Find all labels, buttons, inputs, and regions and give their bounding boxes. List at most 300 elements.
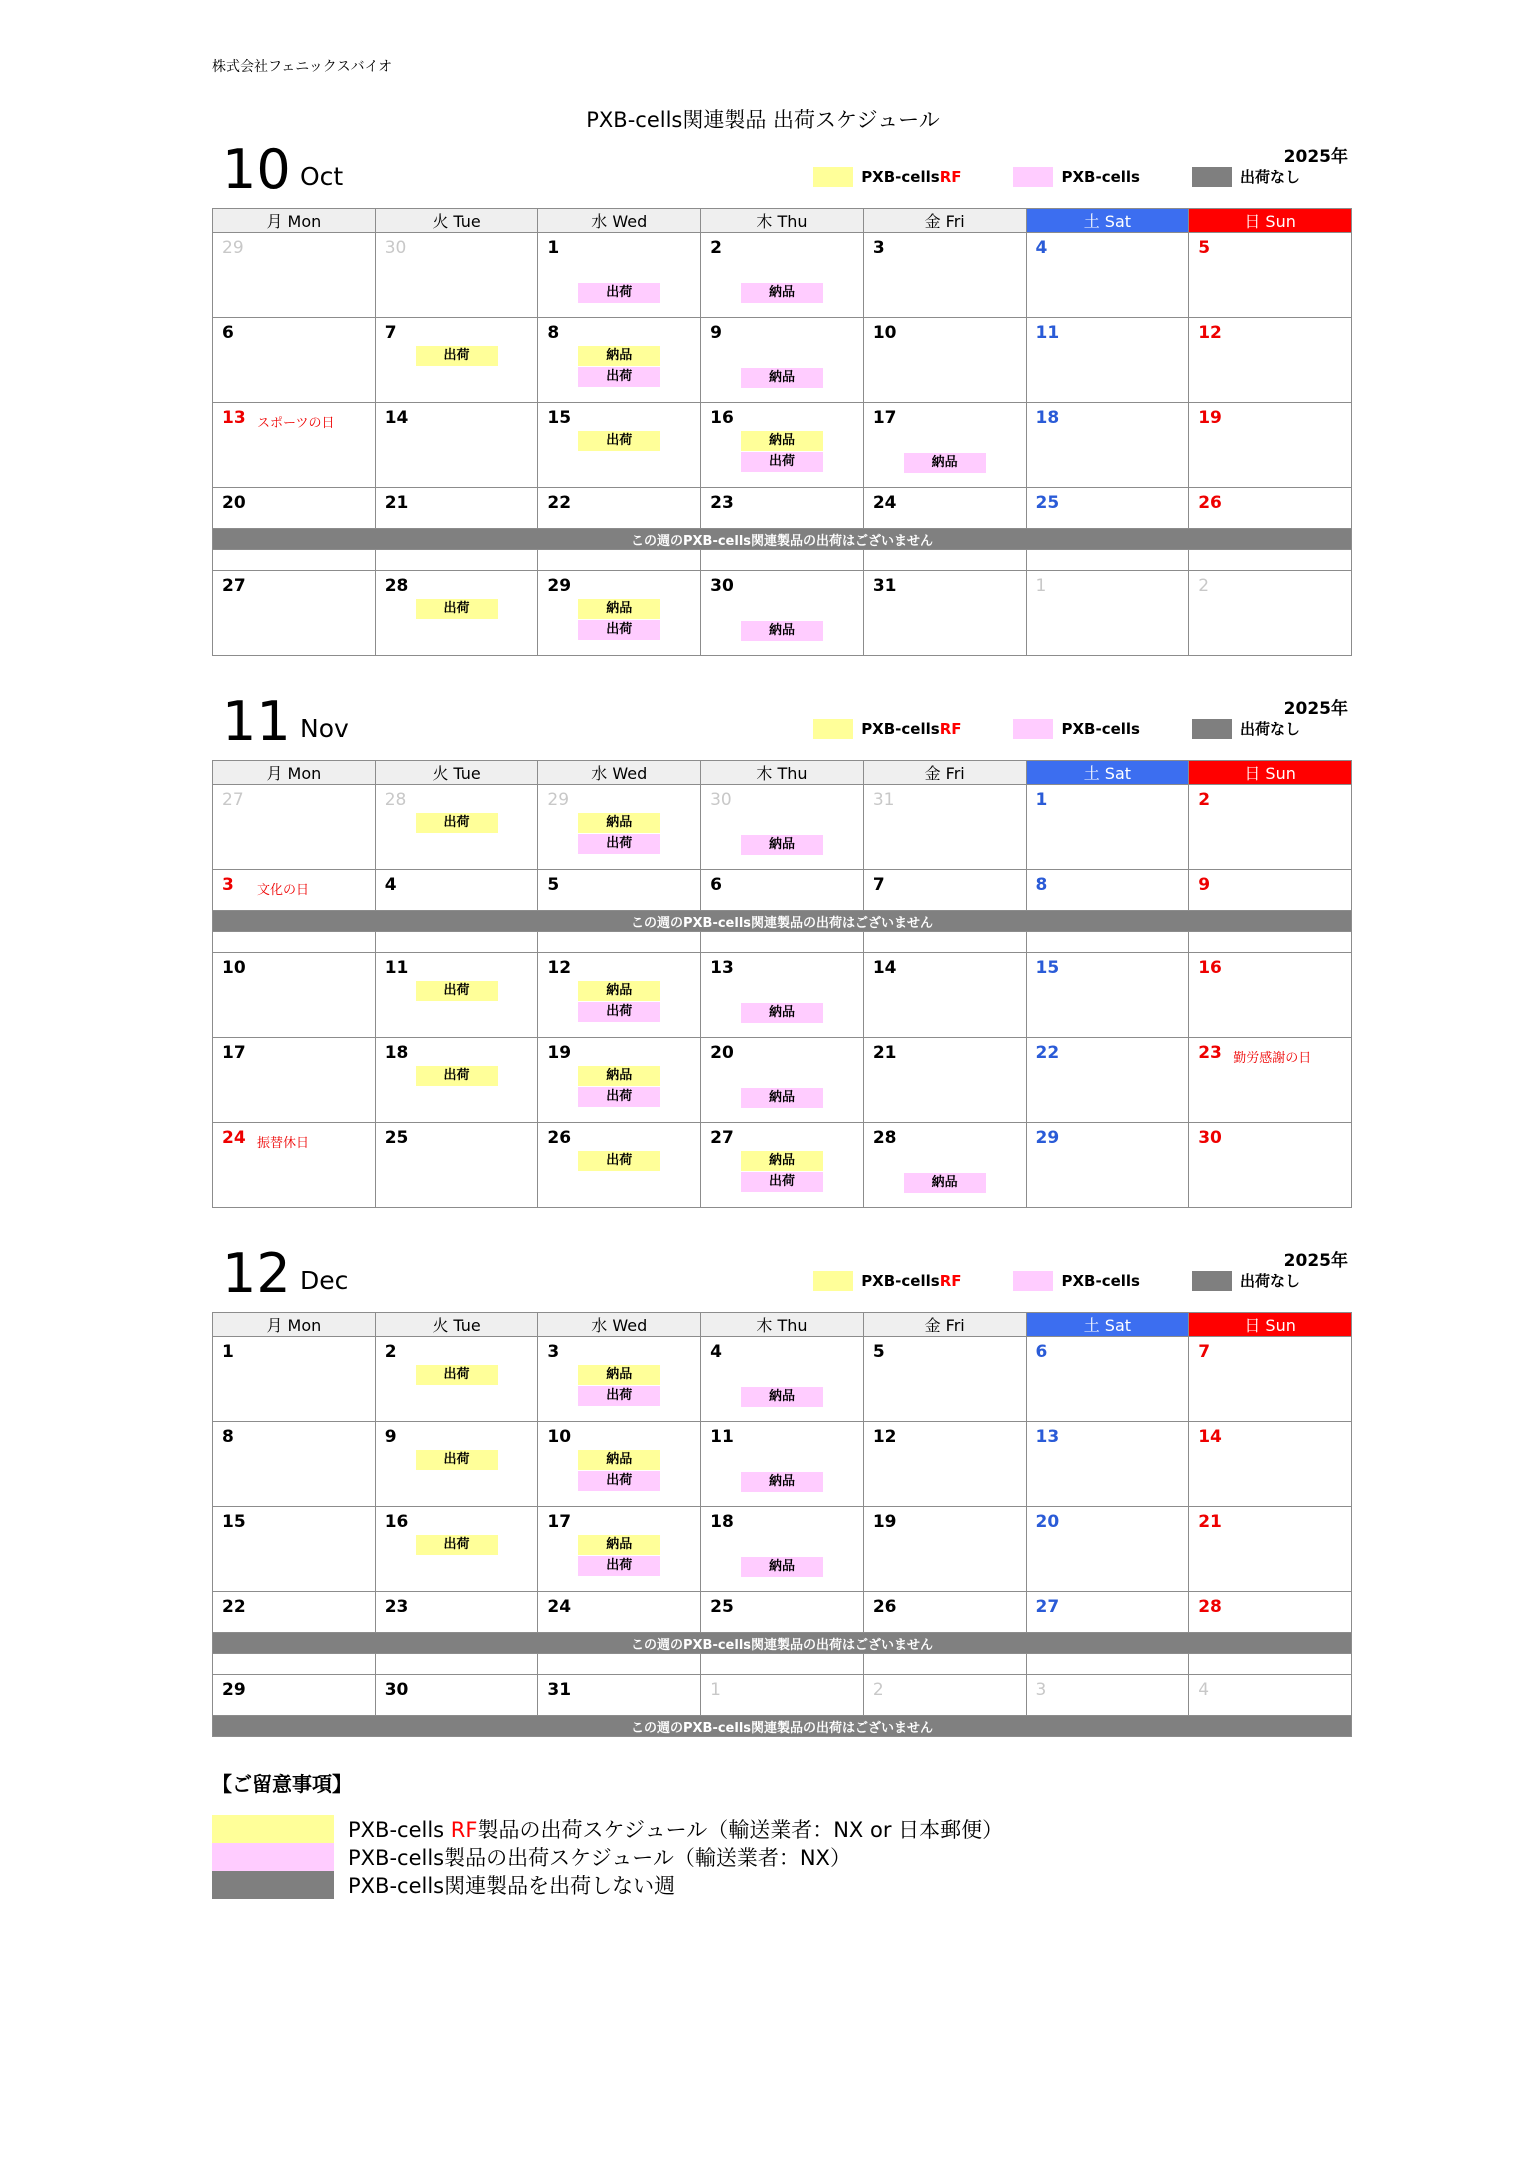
- weekday-header: 木 Thu: [701, 1313, 864, 1337]
- day-number: 15: [547, 408, 572, 428]
- month-number: 11: [222, 690, 291, 753]
- day-number: 4: [384, 875, 397, 895]
- legend-rf: [813, 1271, 961, 1291]
- weekday-header: 火 Tue: [375, 209, 538, 233]
- day-cell: [538, 1422, 701, 1507]
- day-number: 12: [547, 958, 572, 978]
- day-cell: [1026, 1337, 1189, 1422]
- weekday-header-row: [213, 209, 1352, 233]
- day-number: 21: [1198, 1512, 1222, 1532]
- weekday-header: 日 Sun: [1189, 209, 1352, 233]
- day-cell: [863, 785, 1026, 870]
- day-number: 17: [547, 1512, 572, 1532]
- weekday-header: 木 Thu: [701, 761, 864, 785]
- legend: [813, 718, 1300, 739]
- calendar-row: [213, 1592, 1352, 1633]
- rf-tag: 納品: [578, 1365, 660, 1385]
- note-pxb-swatch: [212, 1843, 334, 1871]
- no-shipment-banner: この週のPXB-cells関連製品の出荷はございません: [213, 1633, 1352, 1654]
- day-number: 22: [547, 493, 572, 513]
- day-cell: [375, 1422, 538, 1507]
- weekday-header: 日 Sun: [1189, 761, 1352, 785]
- day-number: 15: [1035, 958, 1060, 978]
- rf-tag: 納品: [578, 981, 660, 1001]
- day-cell: [863, 571, 1026, 656]
- pxb-tag: 納品: [741, 283, 823, 303]
- day-number: 19: [872, 1512, 897, 1532]
- weekday-header: 金 Fri: [863, 761, 1026, 785]
- note-rf-text-a: PXB-cells: [348, 1818, 451, 1842]
- day-number: 27: [222, 576, 246, 596]
- day-cell: [863, 233, 1026, 318]
- day-cell: [1026, 1675, 1189, 1716]
- day-cell: [1026, 1123, 1189, 1208]
- rf-tag: 出荷: [416, 346, 498, 366]
- day-cell: [538, 571, 701, 656]
- calendar-row: [213, 953, 1352, 1038]
- notes-section: [212, 1768, 1003, 1899]
- day-number: 4: [1198, 1680, 1210, 1700]
- day-cell: [375, 488, 538, 529]
- legend-rf-label: PXB-cells: [861, 167, 940, 186]
- day-cell: [213, 403, 376, 488]
- note-rf: [212, 1815, 1003, 1843]
- day-number: 1: [547, 238, 560, 258]
- legend-rf-swatch: [813, 719, 853, 739]
- tag-stack: [376, 1535, 538, 1555]
- day-cell: [1026, 233, 1189, 318]
- calendar-table: [212, 1312, 1352, 1737]
- day-cell: [538, 233, 701, 318]
- note-none: [212, 1871, 1003, 1899]
- tag-stack: [538, 1535, 700, 1576]
- weekday-header: 水 Wed: [538, 761, 701, 785]
- day-cell: [375, 1675, 538, 1716]
- spacer-cell: [701, 550, 864, 571]
- rf-tag: 出荷: [416, 1365, 498, 1385]
- day-number: 31: [872, 576, 897, 596]
- pxb-tag: 出荷: [578, 620, 660, 640]
- day-cell: [375, 785, 538, 870]
- tag-stack: [701, 1472, 863, 1492]
- day-cell: [375, 1038, 538, 1123]
- day-cell: [1189, 1507, 1352, 1592]
- calendar-row: [213, 233, 1352, 318]
- day-cell: [701, 1422, 864, 1507]
- tag-stack: [864, 453, 1026, 473]
- rf-tag: 納品: [578, 813, 660, 833]
- pxb-tag: 出荷: [578, 1471, 660, 1491]
- note-none-text: PXB-cells関連製品を出荷しない週: [348, 1874, 676, 1898]
- day-cell: [375, 233, 538, 318]
- holiday-label: スポーツの日: [257, 416, 335, 431]
- calendar-row: [213, 911, 1352, 932]
- day-cell: [1026, 488, 1189, 529]
- tag-stack: [701, 1557, 863, 1577]
- day-number: 26: [872, 1597, 897, 1617]
- calendar-row: [213, 1422, 1352, 1507]
- weekday-header: 水 Wed: [538, 209, 701, 233]
- day-cell: [701, 403, 864, 488]
- day-number: 16: [710, 408, 734, 428]
- year-label: 2025年: [1283, 1251, 1348, 1271]
- day-number: 2: [1198, 576, 1210, 596]
- day-cell: [375, 953, 538, 1038]
- legend-rf-label: PXB-cells: [861, 1271, 940, 1290]
- spacer-cell: [863, 550, 1026, 571]
- spacer-cell: [701, 1654, 864, 1675]
- legend-pxb-swatch: [1013, 719, 1053, 739]
- pxb-tag: 出荷: [578, 834, 660, 854]
- pxb-tag: 納品: [741, 1472, 823, 1492]
- tag-stack: [538, 431, 700, 451]
- day-cell: [375, 571, 538, 656]
- day-number: 17: [872, 408, 897, 428]
- day-cell: [213, 953, 376, 1038]
- spacer-cell: [1026, 550, 1189, 571]
- day-number: 1: [710, 1680, 721, 1700]
- day-number: 6: [1035, 1342, 1048, 1362]
- tag-stack: [376, 981, 538, 1001]
- pxb-tag: 出荷: [578, 1087, 660, 1107]
- day-number: 22: [1035, 1043, 1060, 1063]
- day-cell: [863, 1507, 1026, 1592]
- day-cell: [538, 870, 701, 911]
- month-name: Dec: [300, 1266, 349, 1295]
- spacer-cell: [375, 550, 538, 571]
- spacer-cell: [1026, 932, 1189, 953]
- weekday-header: 月 Mon: [213, 209, 376, 233]
- calendar-row: [213, 785, 1352, 870]
- day-cell: [213, 1507, 376, 1592]
- day-cell: [1026, 785, 1189, 870]
- rf-tag: 納品: [741, 431, 823, 451]
- day-cell: [863, 318, 1026, 403]
- legend-pxb: [1013, 1271, 1140, 1291]
- day-number: 28: [384, 576, 409, 596]
- day-number: 20: [1035, 1512, 1060, 1532]
- day-number: 30: [384, 1680, 409, 1700]
- day-number: 31: [872, 790, 895, 810]
- day-number: 12: [872, 1427, 897, 1447]
- day-cell: [538, 785, 701, 870]
- tag-stack: [376, 599, 538, 619]
- day-cell: [538, 1675, 701, 1716]
- calendar-row: [213, 1337, 1352, 1422]
- day-number: 7: [384, 323, 397, 343]
- month-name: Nov: [300, 714, 349, 743]
- day-number: 18: [1035, 408, 1060, 428]
- day-number: 29: [222, 238, 244, 258]
- day-number: 11: [384, 958, 409, 978]
- day-number: 5: [872, 1342, 885, 1362]
- day-cell: [863, 1337, 1026, 1422]
- tag-stack: [538, 1450, 700, 1491]
- calendar-row: [213, 1716, 1352, 1737]
- company-name: 株式会社フェニックスバイオ: [212, 59, 393, 75]
- day-cell: [701, 1123, 864, 1208]
- weekday-header: 月 Mon: [213, 1313, 376, 1337]
- holiday-label: 振替休日: [257, 1136, 310, 1151]
- day-cell: [375, 403, 538, 488]
- document-title: PXB-cells関連製品 出荷スケジュール: [586, 108, 940, 132]
- day-number: 13: [222, 408, 246, 428]
- day-cell: [375, 1123, 538, 1208]
- day-cell: [1189, 953, 1352, 1038]
- legend-rf-mark: RF: [939, 167, 962, 186]
- tag-stack: [701, 1003, 863, 1023]
- calendar-row: [213, 550, 1352, 571]
- calendar-row: [213, 1507, 1352, 1592]
- weekday-header: 土 Sat: [1026, 209, 1189, 233]
- day-cell: [1189, 1592, 1352, 1633]
- weekday-header: 火 Tue: [375, 1313, 538, 1337]
- month-dec: [212, 1244, 1352, 1737]
- calendar-row: [213, 1038, 1352, 1123]
- pxb-tag: 出荷: [741, 1172, 823, 1192]
- day-number: 24: [222, 1128, 246, 1148]
- rf-tag: 納品: [741, 1151, 823, 1171]
- day-cell: [375, 1507, 538, 1592]
- tag-stack: [376, 813, 538, 833]
- day-cell: [701, 1507, 864, 1592]
- day-cell: [701, 1675, 864, 1716]
- legend-none-swatch: [1192, 167, 1232, 187]
- legend-rf-mark: RF: [939, 719, 962, 738]
- day-cell: [1026, 1592, 1189, 1633]
- rf-tag: 出荷: [416, 1066, 498, 1086]
- day-number: 9: [710, 323, 722, 343]
- day-cell: [1189, 1422, 1352, 1507]
- day-cell: [1189, 403, 1352, 488]
- day-cell: [1026, 318, 1189, 403]
- day-number: 21: [872, 1043, 897, 1063]
- legend-none-label: 出荷なし: [1239, 168, 1300, 186]
- day-cell: [701, 318, 864, 403]
- day-number: 18: [710, 1512, 734, 1532]
- legend-none-swatch: [1192, 1271, 1232, 1291]
- rf-tag: 出荷: [416, 1535, 498, 1555]
- day-cell: [863, 488, 1026, 529]
- legend-none: [1192, 166, 1300, 187]
- day-number: 11: [1035, 323, 1060, 343]
- day-number: 29: [1035, 1128, 1060, 1148]
- day-number: 11: [710, 1427, 734, 1447]
- month-name: Oct: [300, 162, 344, 191]
- day-cell: [701, 571, 864, 656]
- calendar-row: [213, 1654, 1352, 1675]
- day-cell: [538, 1123, 701, 1208]
- spacer-cell: [1189, 1654, 1352, 1675]
- holiday-label: 勤労感謝の日: [1233, 1051, 1312, 1066]
- tag-stack: [864, 1173, 1026, 1193]
- rf-tag: 出荷: [416, 1450, 498, 1470]
- day-number: 23: [710, 493, 734, 513]
- tag-stack: [701, 283, 863, 303]
- pxb-tag: 出荷: [741, 452, 823, 472]
- spacer-cell: [1189, 932, 1352, 953]
- day-number: 8: [222, 1427, 234, 1447]
- day-number: 8: [1035, 875, 1048, 895]
- spacer-cell: [213, 932, 376, 953]
- year-label: 2025年: [1283, 147, 1348, 167]
- day-cell: [701, 953, 864, 1038]
- day-cell: [1026, 870, 1189, 911]
- legend-none-label: 出荷なし: [1239, 720, 1300, 738]
- day-number: 24: [547, 1597, 572, 1617]
- pxb-tag: 納品: [741, 835, 823, 855]
- calendar-row: [213, 403, 1352, 488]
- tag-stack: [538, 1151, 700, 1171]
- rf-tag: 出荷: [578, 431, 660, 451]
- day-number: 20: [710, 1043, 734, 1063]
- day-number: 15: [222, 1512, 246, 1532]
- month-oct: [212, 140, 1352, 656]
- day-cell: [1026, 953, 1189, 1038]
- spacer-cell: [213, 550, 376, 571]
- pxb-tag: 納品: [741, 621, 823, 641]
- legend-rf-mark: RF: [939, 1271, 962, 1290]
- day-number: 27: [222, 790, 244, 810]
- tag-stack: [701, 1387, 863, 1407]
- weekday-header: 土 Sat: [1026, 761, 1189, 785]
- legend-pxb-swatch: [1013, 167, 1053, 187]
- day-number: 5: [1198, 238, 1211, 258]
- day-cell: [1189, 1038, 1352, 1123]
- day-number: 3: [1035, 1680, 1047, 1700]
- day-number: 19: [547, 1043, 572, 1063]
- day-number: 1: [222, 1342, 234, 1362]
- legend-none-swatch: [1192, 719, 1232, 739]
- note-pxb: [212, 1843, 1003, 1871]
- day-number: 19: [1198, 408, 1222, 428]
- day-number: 29: [222, 1680, 246, 1700]
- calendar-row: [213, 529, 1352, 550]
- legend-none: [1192, 1270, 1300, 1291]
- day-number: 28: [872, 1128, 897, 1148]
- day-number: 7: [872, 875, 885, 895]
- day-number: 10: [872, 323, 897, 343]
- weekday-header: 火 Tue: [375, 761, 538, 785]
- day-cell: [1026, 1422, 1189, 1507]
- spacer-cell: [375, 1654, 538, 1675]
- legend-pxb: [1013, 167, 1140, 187]
- pxb-tag: 納品: [904, 453, 986, 473]
- day-number: 12: [1198, 323, 1222, 343]
- rf-tag: 出荷: [416, 981, 498, 1001]
- calendar-row: [213, 1633, 1352, 1654]
- day-number: 30: [1198, 1128, 1222, 1148]
- weekday-header: 日 Sun: [1189, 1313, 1352, 1337]
- spacer-cell: [1189, 550, 1352, 571]
- day-number: 10: [222, 958, 246, 978]
- day-cell: [213, 488, 376, 529]
- spacer-cell: [863, 932, 1026, 953]
- month-header: [212, 692, 1352, 760]
- day-number: 26: [1198, 493, 1222, 513]
- weekday-header: 月 Mon: [213, 761, 376, 785]
- weekday-header: 金 Fri: [863, 1313, 1026, 1337]
- day-number: 2: [872, 1680, 884, 1700]
- day-number: 28: [1198, 1597, 1222, 1617]
- day-number: 16: [384, 1512, 409, 1532]
- day-number: 16: [1198, 958, 1222, 978]
- day-cell: [1189, 1675, 1352, 1716]
- day-number: 1: [1035, 576, 1047, 596]
- day-cell: [1189, 1123, 1352, 1208]
- day-cell: [701, 1337, 864, 1422]
- month-number: 12: [222, 1242, 291, 1305]
- day-cell: [1026, 403, 1189, 488]
- day-cell: [1189, 318, 1352, 403]
- day-cell: [213, 571, 376, 656]
- legend-pxb: [1013, 719, 1140, 739]
- calendar-row: [213, 318, 1352, 403]
- day-cell: [863, 1675, 1026, 1716]
- day-number: 2: [1198, 790, 1211, 810]
- day-cell: [213, 1038, 376, 1123]
- spacer-cell: [213, 1654, 376, 1675]
- calendar-row: [213, 488, 1352, 529]
- day-cell: [538, 953, 701, 1038]
- day-number: 17: [222, 1043, 246, 1063]
- tag-stack: [538, 346, 700, 387]
- day-cell: [1189, 571, 1352, 656]
- pxb-tag: 出荷: [578, 1386, 660, 1406]
- weekday-header: 金 Fri: [863, 209, 1026, 233]
- day-cell: [863, 953, 1026, 1038]
- calendar-row: [213, 932, 1352, 953]
- day-number: 27: [710, 1128, 734, 1148]
- pxb-tag: 出荷: [578, 367, 660, 387]
- pxb-tag: 納品: [904, 1173, 986, 1193]
- spacer-cell: [538, 550, 701, 571]
- day-cell: [538, 488, 701, 529]
- tag-stack: [701, 835, 863, 855]
- day-cell: [375, 1337, 538, 1422]
- note-rf-swatch: [212, 1815, 334, 1843]
- tag-stack: [538, 1365, 700, 1406]
- day-cell: [863, 1123, 1026, 1208]
- rf-tag: 納品: [578, 599, 660, 619]
- calendar-row: [213, 870, 1352, 911]
- rf-tag: 出荷: [416, 813, 498, 833]
- day-cell: [375, 870, 538, 911]
- pxb-tag: 納品: [741, 1557, 823, 1577]
- day-number: 22: [222, 1597, 246, 1617]
- pxb-tag: 納品: [741, 1387, 823, 1407]
- pxb-tag: 納品: [741, 1088, 823, 1108]
- note-pxb-text: PXB-cells製品の出荷スケジュール（輸送業者：NX）: [348, 1846, 851, 1870]
- month-header: [212, 1244, 1352, 1312]
- day-cell: [701, 785, 864, 870]
- spacer-cell: [863, 1654, 1026, 1675]
- note-rf-text-b: 製品の出荷スケジュール（輸送業者：NX or 日本郵便）: [477, 1818, 1004, 1842]
- legend-none: [1192, 718, 1300, 739]
- day-number: 14: [384, 408, 409, 428]
- day-number: 23: [384, 1597, 409, 1617]
- day-number: 30: [384, 238, 407, 258]
- day-number: 3: [872, 238, 885, 258]
- day-cell: [701, 1038, 864, 1123]
- day-cell: [538, 1337, 701, 1422]
- day-number: 5: [547, 875, 560, 895]
- rf-tag: 出荷: [416, 599, 498, 619]
- tag-stack: [376, 346, 538, 366]
- day-number: 4: [1035, 238, 1048, 258]
- day-number: 30: [710, 790, 732, 810]
- day-cell: [538, 403, 701, 488]
